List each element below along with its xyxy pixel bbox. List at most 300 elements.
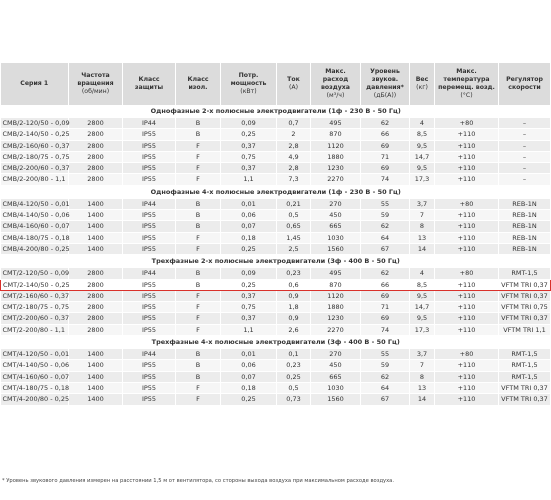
table-cell: СМТ/4-180/75 - 0,18 [2,383,70,392]
table-cell: 1400 [69,371,123,382]
table-row [1,371,551,382]
table-row [1,198,551,209]
column-header-label: Класс защиты [134,76,164,91]
table-cell: 1,45 [277,232,311,243]
table-cell: СМТ/2-160/60 - 0,37 [2,291,70,300]
column-header [361,63,410,105]
table-row [1,349,551,360]
table-cell: IP55 [123,382,176,393]
table-cell: REB-1N [499,221,551,232]
section-title: Однофазные 4-х полюсные электродвигатели (1ф - 230 В - 50 Гц) [1,185,551,198]
column-header [176,63,221,105]
table-cell: СМВ/4-160/60 - 0,07 [2,222,70,231]
table-cell: 71 [361,151,410,162]
table-cell: 0,1 [277,349,311,360]
table-cell: 270 [311,349,361,360]
table-row [1,382,551,393]
column-header-unit: (м³/ч) [326,92,345,99]
table-cell: 13 [410,232,435,243]
table-cell: +110 [435,232,499,243]
column-header [1,63,69,105]
table-cell: 1230 [311,163,361,174]
table-cell: 2 [277,129,311,140]
table-cell: 2800 [69,302,123,313]
table-cell: 3,7 [410,349,435,360]
table-cell: 1,1 [221,174,277,185]
table-cell: 2800 [69,140,123,151]
table-cell: B [176,279,221,290]
table-row [1,163,551,174]
table-cell: 4 [410,118,435,129]
table-row [1,243,551,254]
table-cell: 0,5 [277,382,311,393]
table-cell: 1030 [311,382,361,393]
table-row [1,279,551,290]
table-cell: 0,07 [221,221,277,232]
table-cell: +110 [435,290,499,301]
table-cell: IP55 [123,232,176,243]
table-cell: 14,7 [410,151,435,162]
table-cell: 55 [361,349,410,360]
table-cell: 0,75 [221,151,277,162]
table-cell: 69 [361,140,410,151]
table-cell: +110 [435,163,499,174]
table-cell: VFTM TRI 0,37 [499,290,551,301]
table-cell: REB-1N [499,243,551,254]
table-row [1,313,551,324]
table-cell: +110 [435,129,499,140]
column-header-label: Потр. мощность [230,72,267,87]
table-cell: VFTM TRI 1,1 [499,324,551,335]
table-cell: 1120 [311,140,361,151]
table-cell: 2270 [311,324,361,335]
table-cell: REB-1N [499,198,551,209]
table-cell: 2800 [69,163,123,174]
table-cell: F [176,302,221,313]
table-cell: +110 [435,382,499,393]
table-cell: 64 [361,382,410,393]
table-cell: 1400 [69,349,123,360]
table-cell: 0,23 [277,360,311,371]
table-row [1,118,551,129]
table-cell: RMT-1,5 [499,349,551,360]
table-cell: B [176,349,221,360]
table-cell: 62 [361,371,410,382]
table-cell: 66 [361,279,410,290]
table-cell: 0,21 [277,198,311,209]
table-cell: 495 [311,268,361,279]
table-cell: B [176,360,221,371]
table-cell: 2800 [69,290,123,301]
table-cell: 0,07 [221,371,277,382]
table-cell: 665 [311,371,361,382]
table-cell: 0,01 [221,349,277,360]
table-cell: 0,65 [277,221,311,232]
table-cell: 1880 [311,302,361,313]
table-cell: F [176,163,221,174]
table-cell: 870 [311,279,361,290]
table-cell: СМВ/4-200/80 - 0,25 [2,244,70,253]
column-header-label: Ток [287,76,300,83]
table-cell: 67 [361,394,410,405]
table-cell: 13 [410,382,435,393]
table-cell: 450 [311,360,361,371]
table-cell: 1,8 [277,302,311,313]
table-cell: +110 [435,140,499,151]
table-cell: +110 [435,360,499,371]
table-cell: 1880 [311,151,361,162]
table-cell: REB-1N [499,232,551,243]
table-cell: – [499,129,551,140]
table-cell: IP55 [123,140,176,151]
table-cell: B [176,221,221,232]
section-title: Трехфазные 4-х полюсные электродвигатели (3ф - 400 В - 50 Гц) [1,336,551,349]
table-cell: IP44 [123,349,176,360]
table-cell: СМТ/4-160/60 - 0,07 [2,372,70,381]
table-cell: B [176,210,221,221]
column-header [69,63,123,105]
table-cell: F [176,151,221,162]
table-cell: 1400 [69,382,123,393]
table-cell: 7,3 [277,174,311,185]
table-row [1,221,551,232]
table-cell: 69 [361,163,410,174]
table-cell: +80 [435,198,499,209]
table-cell: IP55 [123,279,176,290]
table-row [1,324,551,335]
table-cell: 69 [361,313,410,324]
table-cell: IP55 [123,371,176,382]
table-cell: 2800 [69,279,123,290]
table-cell: СМВ/2-120/50 - 0,09 [2,119,70,127]
table-cell: 1030 [311,232,361,243]
table-row [1,394,551,405]
table-cell: – [499,118,551,129]
table-cell: 1400 [69,232,123,243]
table-cell: 0,75 [221,302,277,313]
table-cell: REB-1N [499,210,551,221]
table-cell: 3,7 [410,198,435,209]
column-header-unit: (кВт) [240,88,257,95]
table-cell: +80 [435,268,499,279]
table-cell: IP55 [123,394,176,405]
table-cell: 71 [361,302,410,313]
column-header-label: Уровень звуков. давления* [366,68,404,91]
table-cell: СМВ/2-180/75 - 0,75 [2,152,70,161]
table-cell: 665 [311,221,361,232]
column-header [499,63,551,105]
table-cell: VFTM TRI 0,37 [499,313,551,324]
table-cell: VFTM TRI 0,37 [499,394,551,405]
table-cell: +110 [435,302,499,313]
table-cell: 1400 [69,198,123,209]
column-header [123,63,176,105]
table-cell: IP55 [123,174,176,185]
table-cell: 4,9 [277,151,311,162]
table-cell: IP55 [123,221,176,232]
table-cell: 8,5 [410,279,435,290]
section-header-row [1,185,551,198]
table-cell: СМВ/2-140/50 - 0,25 [2,130,70,139]
table-cell: 2,5 [277,243,311,254]
table-cell: 2,8 [277,140,311,151]
table-cell: B [176,371,221,382]
table-cell: 7 [410,360,435,371]
table-cell: 0,23 [277,268,311,279]
table-cell: СМТ/2-200/60 - 0,37 [2,314,70,323]
table-cell: 8 [410,371,435,382]
table-cell: IP55 [123,163,176,174]
table-cell: 62 [361,221,410,232]
table-cell: 0,06 [221,360,277,371]
table-row [1,302,551,313]
table-cell: 0,25 [277,371,311,382]
table-cell: 0,9 [277,290,311,301]
table-cell: 2800 [69,324,123,335]
table-cell: СМВ/4-180/75 - 0,18 [2,233,70,242]
table-cell: RMT-1,5 [499,371,551,382]
footnote: * Уровень звукового давления измерен на расстоянии 1,5 м от вентилятора, со стороны выхода воздуха при максимальном расходе воздуха. [2,478,395,484]
column-header-unit: (об/мин) [81,88,110,95]
table-cell: IP55 [123,151,176,162]
table-cell: 0,06 [221,210,277,221]
section-header-row [1,255,551,268]
column-header-unit: (°С) [460,92,473,99]
table-cell: 0,09 [221,118,277,129]
table-cell: 62 [361,118,410,129]
table-cell: 0,37 [221,290,277,301]
table-cell: 14,7 [410,302,435,313]
table-row [1,174,551,185]
column-header-label: Макс. температура перемещ. возд. [438,68,495,91]
table-cell: 0,37 [221,313,277,324]
table-cell: F [176,382,221,393]
column-header [435,63,499,105]
column-header [277,63,311,105]
table-cell: IP55 [123,313,176,324]
table-cell: 17,3 [410,174,435,185]
table-cell: 2800 [69,118,123,129]
table-cell: СМТ/2-200/80 - 1,1 [1,324,69,335]
table-cell: F [176,394,221,405]
table-cell: 14 [410,243,435,254]
table-cell: 66 [361,129,410,140]
table-cell: 0,01 [221,198,277,209]
column-header-label: Вес [415,76,429,83]
table-cell: 270 [311,198,361,209]
table-cell: +110 [435,243,499,254]
table-cell: 1400 [69,221,123,232]
table-cell: СМТ/4-140/50 - 0,06 [2,361,70,370]
table-cell: IP55 [123,243,176,254]
column-header-label: Регулятор скорости [506,76,543,91]
table-cell: B [176,129,221,140]
table-cell: +110 [435,313,499,324]
table-cell: СМВ/2-160/60 - 0,37 [2,141,70,150]
table-row [1,268,551,279]
column-header [311,63,361,105]
table-cell: 1120 [311,290,361,301]
table-body [1,105,551,405]
table-cell: 2,8 [277,163,311,174]
table-cell: СМВ/2-200/80 - 1,1 [1,174,69,185]
section-title: Однофазные 2-х полюсные электродвигатели (1ф - 230 В - 50 Гц) [1,105,551,118]
table-cell: 2800 [69,174,123,185]
table-cell: 1,1 [221,324,277,335]
table-cell: СМВ/2-200/60 - 0,37 [2,164,70,173]
table-cell: 2800 [69,129,123,140]
column-header-label: Класс изол. [187,76,209,91]
spec-table [0,63,551,406]
table-cell: 1560 [311,394,361,405]
table-cell: +110 [435,174,499,185]
table-cell: 1400 [69,210,123,221]
table-cell: IP55 [123,302,176,313]
table-cell: VFTM TRI 0,75 [499,302,551,313]
table-cell: 2800 [69,268,123,279]
table-cell: F [176,290,221,301]
table-cell: СМТ/2-180/75 - 0,75 [2,303,70,312]
table-cell: F [176,243,221,254]
table-cell: 59 [361,360,410,371]
table-cell: – [499,151,551,162]
table-row [1,360,551,371]
table-row [1,290,551,301]
table-cell: IP55 [123,360,176,371]
column-header-label: Макс. расход воздуха [321,68,350,91]
table-cell: 450 [311,210,361,221]
table-cell: 0,18 [221,232,277,243]
column-header-label: Серия 1 [20,80,49,87]
column-header-unit: (кг) [416,84,428,91]
table-cell: 4 [410,268,435,279]
table-cell: 55 [361,198,410,209]
table-cell: СМТ/4-120/50 - 0,01 [2,350,70,359]
table-cell: +110 [435,210,499,221]
table-cell: IP55 [123,210,176,221]
table-row [1,140,551,151]
table-cell: RMT-1,5 [499,360,551,371]
table-cell: +80 [435,118,499,129]
table-cell: 1400 [69,360,123,371]
table-cell: – [499,163,551,174]
table-row [1,210,551,221]
table-cell: IP44 [123,118,176,129]
table-cell: 0,9 [277,313,311,324]
table-row [1,129,551,140]
table-cell: F [176,140,221,151]
table-cell: 69 [361,290,410,301]
table-cell: 9,5 [410,313,435,324]
table-cell: 1400 [69,394,123,405]
table-cell: +80 [435,349,499,360]
table-cell: IP44 [123,198,176,209]
table-cell: 7 [410,210,435,221]
table-cell: 0,6 [277,279,311,290]
table-cell: +110 [435,371,499,382]
table-cell: B [176,118,221,129]
column-header-unit: (дБ(А)) [373,92,397,99]
table-cell: 1560 [311,243,361,254]
table-cell: СМВ/4-140/50 - 0,06 [2,211,70,220]
table-cell: СМВ/4-120/50 - 0,01 [2,199,70,208]
table-cell: 59 [361,210,410,221]
table-cell: RMT-1,5 [499,268,551,279]
table-cell: СМТ/2-140/50 - 0,25 [1,279,69,290]
table-cell: 0,5 [277,210,311,221]
table-cell: 74 [361,174,410,185]
table-cell: 0,37 [221,140,277,151]
section-header-row [1,105,551,118]
table-cell: 74 [361,324,410,335]
table-cell: 17,3 [410,324,435,335]
column-header-unit: (А) [288,84,299,91]
table-row [1,151,551,162]
table-cell: 2800 [69,313,123,324]
table-cell: +110 [435,324,499,335]
table-cell: F [176,174,221,185]
table-cell: +110 [435,151,499,162]
table-cell: F [176,232,221,243]
table-cell: 0,25 [221,394,277,405]
table-cell: IP44 [123,268,176,279]
table-cell: 8 [410,221,435,232]
column-header [221,63,277,105]
table-cell: VFTM TRI 0,37 [499,279,551,290]
table-cell: +110 [435,279,499,290]
column-header-label: Частота вращения [77,72,114,87]
table-cell: +110 [435,394,499,405]
table-cell: 0,25 [221,279,277,290]
table-header [1,63,551,105]
table-cell: +110 [435,221,499,232]
table-cell: – [499,174,551,185]
table-row [1,232,551,243]
table-cell: IP55 [123,129,176,140]
table-cell: 2800 [69,151,123,162]
table-cell: IP55 [123,290,176,301]
table-cell: 1230 [311,313,361,324]
table-cell: VFTM TRI 0,37 [499,382,551,393]
table-cell: 0,7 [277,118,311,129]
table-cell: 64 [361,232,410,243]
table-cell: B [176,198,221,209]
table-cell: F [176,324,221,335]
table-cell: 62 [361,268,410,279]
table-cell: 67 [361,243,410,254]
section-header-row [1,336,551,349]
table-cell: 1400 [69,243,123,254]
table-cell: 2,6 [277,324,311,335]
table-cell: 9,5 [410,140,435,151]
table-cell: – [499,140,551,151]
table-cell: 9,5 [410,290,435,301]
table-cell: СМТ/2-120/50 - 0,09 [2,269,70,278]
table-cell: СМТ/4-200/80 - 0,25 [2,395,70,404]
table-cell: F [176,313,221,324]
table-cell: B [176,268,221,279]
table-cell: 495 [311,118,361,129]
table-cell: IP55 [123,324,176,335]
section-title: Трехфазные 2-х полюсные электродвигатели (3ф - 400 В - 50 Гц) [1,255,551,268]
table-cell: 0,25 [221,129,277,140]
table-cell: 9,5 [410,163,435,174]
column-header [410,63,435,105]
table-cell: 0,09 [221,268,277,279]
table-cell: 0,37 [221,163,277,174]
table-cell: 2270 [311,174,361,185]
table-cell: 14 [410,394,435,405]
